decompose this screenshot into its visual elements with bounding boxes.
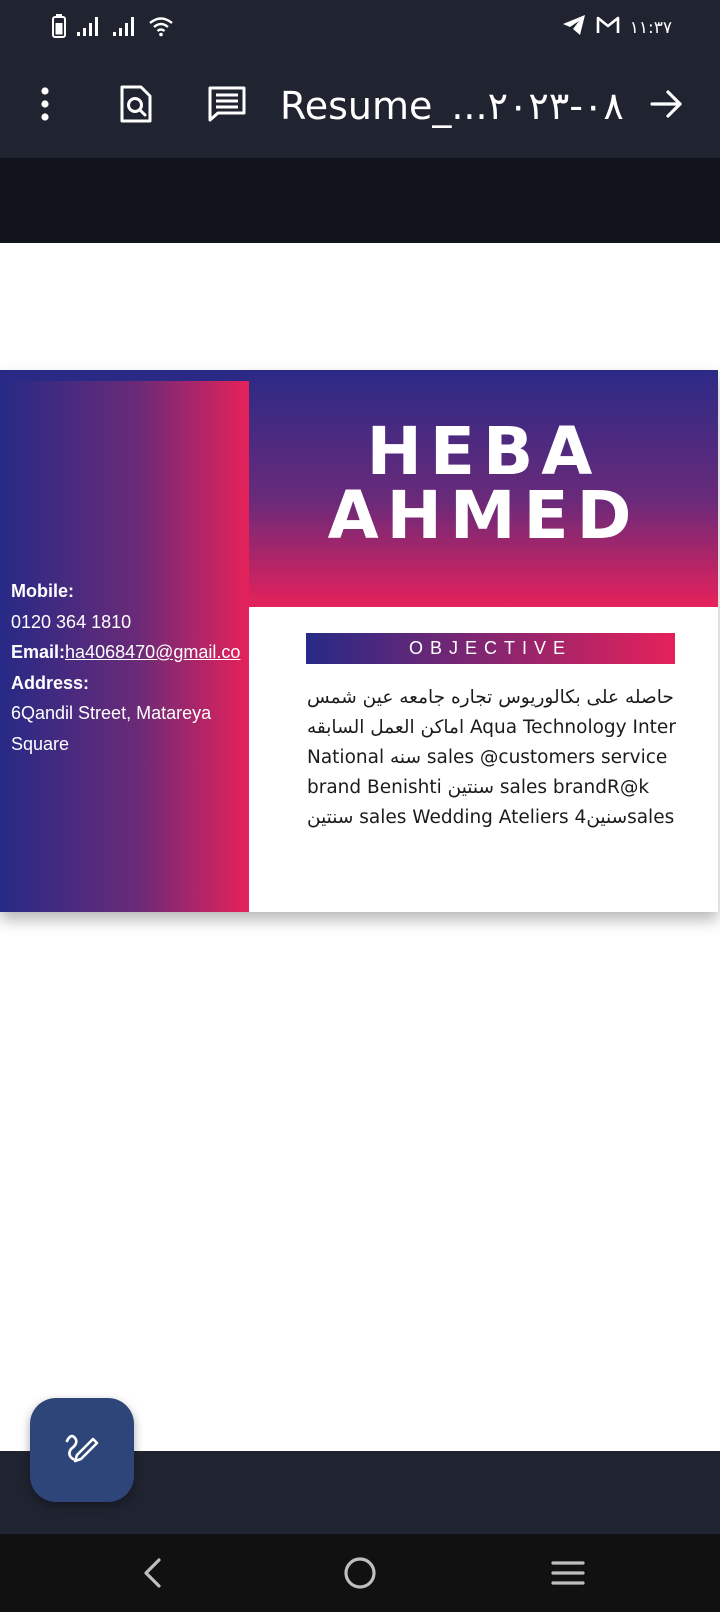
mobile-label: Mobile:: [11, 581, 74, 601]
status-bar: [0, 0, 720, 52]
arrow-forward-icon[interactable]: [637, 74, 697, 134]
status-time: ١١:٣٧: [629, 17, 672, 38]
viewer-toolbar: [0, 52, 720, 158]
viewer-top-band: [0, 158, 720, 243]
edit-pen-icon: [63, 1429, 101, 1472]
battery-icon: [52, 14, 66, 43]
panel-top-strip: [0, 370, 249, 381]
person-name: [249, 413, 718, 554]
mobile-number: 0120 364 1810: [11, 611, 132, 632]
address-value: 6Qandil Street, Matareya Square: [11, 703, 212, 754]
recents-icon[interactable]: [538, 1548, 598, 1598]
more-vert-icon[interactable]: [15, 74, 75, 134]
contact-panel: [0, 370, 249, 912]
signal-icon: [112, 15, 138, 42]
objective-text: حاصله على بكالوريوس تجاره جامعه عين شمس اماكن العمل السابقه Aqua Technology Inter National سنه sales @customers service brand Benishti سنتين sales brandR@k سنتين sales Wedding Ateliers 4سنينsales: [307, 687, 676, 828]
signal-icon: [76, 15, 102, 42]
email-label: Email:: [11, 642, 66, 662]
email-link[interactable]: ha4068470@gmail.co: [65, 642, 241, 662]
find-in-page-icon[interactable]: [106, 74, 166, 134]
system-nav-bar: [0, 1534, 720, 1612]
back-icon[interactable]: [122, 1548, 182, 1598]
contact-info: [11, 576, 249, 759]
comments-icon[interactable]: [197, 74, 257, 134]
address-label: Address:: [11, 672, 90, 693]
name-first: HEBA: [366, 413, 601, 490]
objective-heading: OBJECTIVE: [306, 633, 675, 664]
edit-button[interactable]: [30, 1398, 134, 1502]
document-title: Resume_...٠٨-٢٠٢٣: [280, 84, 624, 128]
wifi-icon: [148, 15, 174, 42]
resume-page[interactable]: [0, 370, 718, 912]
home-icon[interactable]: [330, 1548, 390, 1598]
name-header: [249, 370, 718, 607]
telegram-icon: [562, 14, 586, 41]
gmail-icon: [596, 15, 620, 40]
name-last: AHMED: [327, 477, 640, 554]
